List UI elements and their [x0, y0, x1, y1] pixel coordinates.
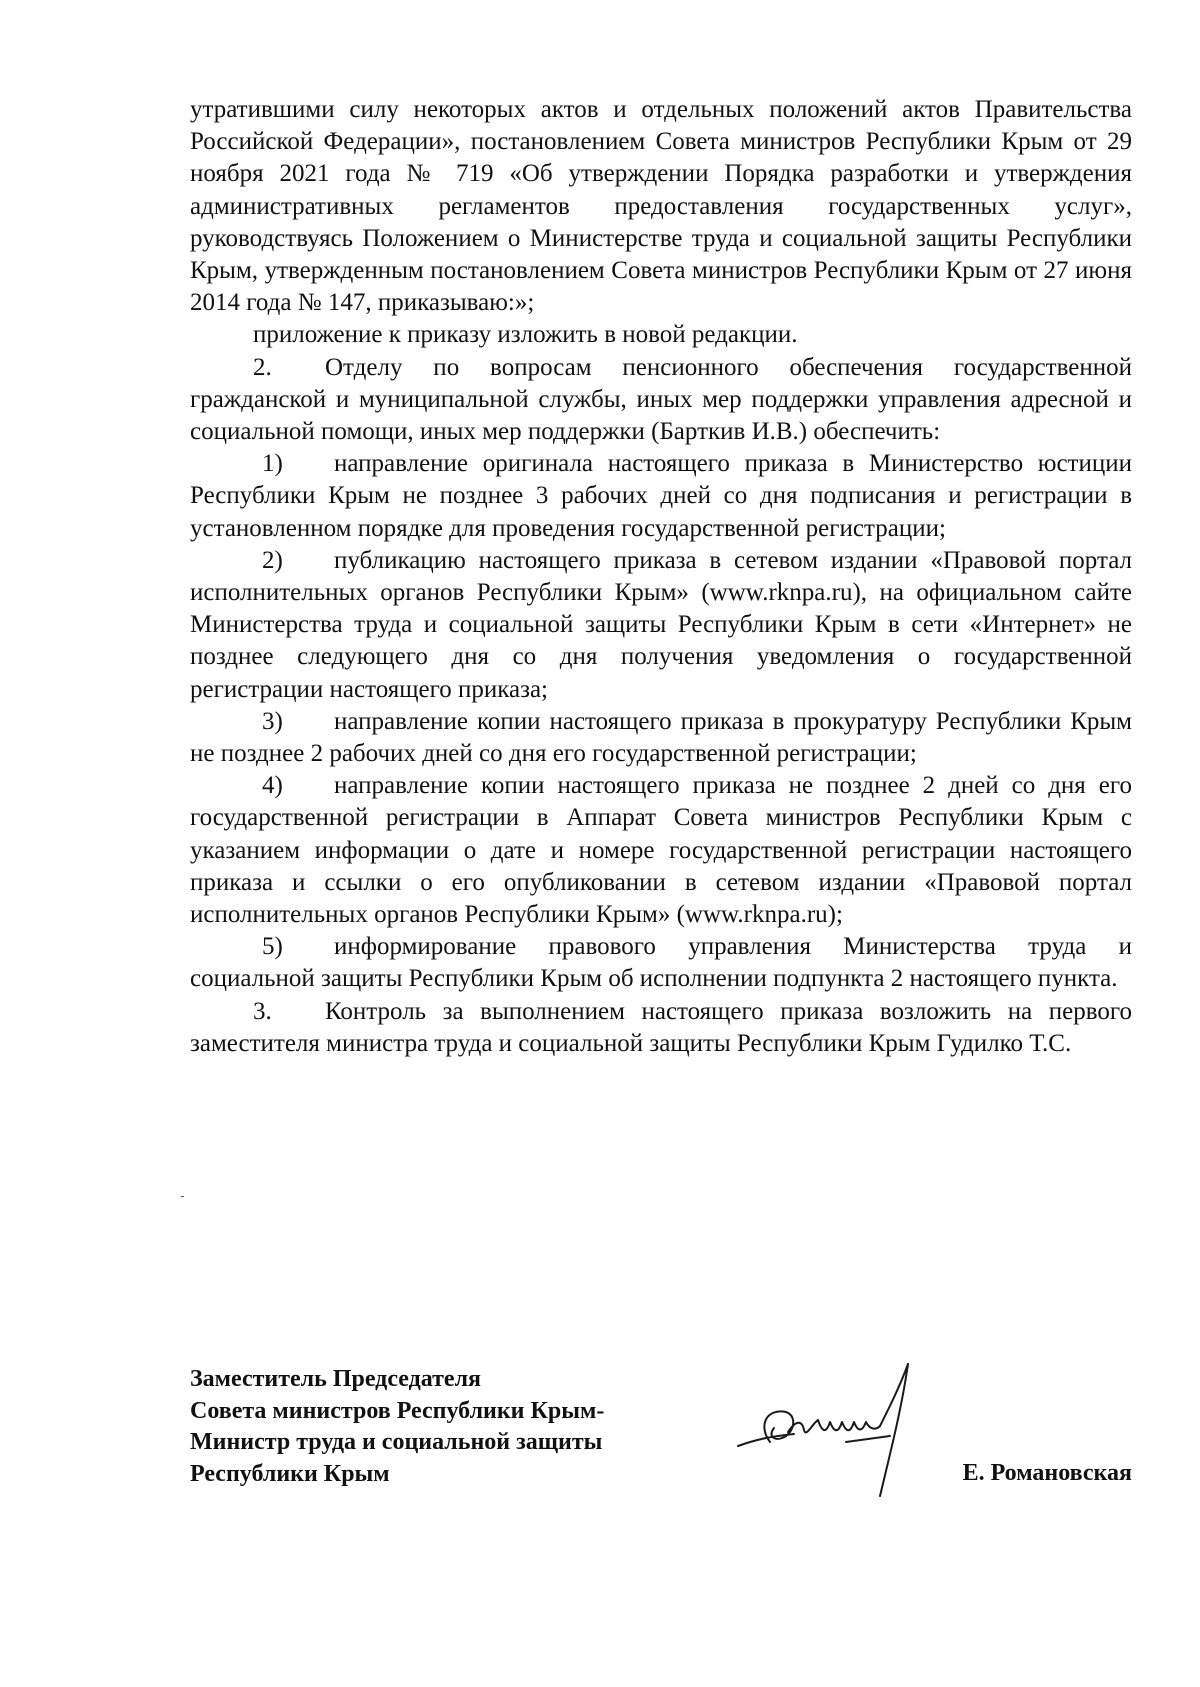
subitem-5: [190, 931, 1132, 995]
subitem-number: 5): [262, 933, 283, 961]
item-number: 3.: [253, 997, 272, 1025]
handwritten-signature: [730, 1346, 930, 1506]
subitem-text: направление оригинала настоящего приказа в Министерство юстиции Республики Крым не позднее 3 рабочих дней со дня подписания и регистрации в установленном порядке для проведения государственной регистрации;: [190, 450, 1132, 542]
paragraph-continuation: утратившими силу некоторых актов и отдельных положений актов Правительства Российской Федерации», постановлением Совета министров Республики Крым от 29 ноября 2021 года № 719 «Об утверждении Порядка разработки и утверждения административных регламентов предоставления государственных услуг», руководствуясь Положением о Министерстве труда и социальной защиты Республики Крым, утвержденным постановлением Совета министров Республики Крым от 27 июня 2014 года № 147, приказываю:»;: [190, 96, 1132, 317]
item-text: Отделу по вопросам пенсионного обеспечения государственной гражданской и муниципальной службы, иных мер поддержки управления адресной и социальной помощи, иных мер поддержки (Барткив И.В.) обеспечить:: [190, 353, 1132, 446]
item-number: 2.: [253, 353, 272, 381]
subitem-number: 2): [262, 546, 283, 574]
subitem-4: [190, 770, 1132, 931]
subitem-text: публикацию настоящего приказа в сетевом издании «Правовой портал исполнительных органов Республики Крым» (www.rknpa.ru), на официальном сайте Министерства труда и социальной защиты Республики Крым в сети «Интернет» не позднее следующего дня со дня получения уведомления о государственной регистрации настоящего приказа;: [190, 546, 1132, 703]
signatory-title-line: Министр труда и социальной защиты: [190, 1429, 603, 1455]
document-body: [190, 94, 1132, 1060]
signatory-title-line: Республики Крым: [190, 1460, 390, 1487]
subitem-number: 3): [262, 707, 283, 735]
signatory-title: [190, 1364, 604, 1490]
signatory-title-line: Заместитель Председателя: [190, 1366, 482, 1392]
subitem-3: [190, 706, 1132, 770]
signatory-title-line: Совета министров Республики Крым-: [190, 1397, 605, 1424]
item-3: [190, 996, 1132, 1060]
item-text: Контроль за выполнением настоящего приказа возложить на первого заместителя министра труда и социальной защиты Республики Крым Гудилко Т.С.: [190, 997, 1132, 1057]
subitem-2: [190, 545, 1132, 706]
margin-mark: [181, 1196, 184, 1197]
subitem-number: 1): [262, 450, 283, 478]
subitem-1: [190, 448, 1132, 545]
subitem-text: информирование правового управления Министерства труда и социальной защиты Республики Крым об исполнении подпункта 2 настоящего пункта.: [190, 933, 1132, 993]
subitem-number: 4): [262, 772, 283, 800]
paragraph-annex: приложение к приказу изложить в новой редакции.: [253, 321, 798, 349]
signature-block: [190, 1364, 1132, 1514]
subitem-text: направление копии настоящего приказа в прокуратуру Республики Крым не позднее 2 рабочих дней со дня его государственной регистрации;: [190, 707, 1132, 768]
subitem-text: направление копии настоящего приказа не позднее 2 дней со дня его государственной регистрации в Аппарат Совета министров Республики Крым с указанием информации о дате и номере государственной регистрации настоящего приказа и ссылки о его опубликовании в сетевом издании «Правовой портал исполнительных органов Республики Крым» (www.rknpa.ru);: [190, 772, 1132, 929]
signatory-name: Е. Романовская: [962, 1460, 1132, 1486]
item-2: [190, 352, 1132, 449]
